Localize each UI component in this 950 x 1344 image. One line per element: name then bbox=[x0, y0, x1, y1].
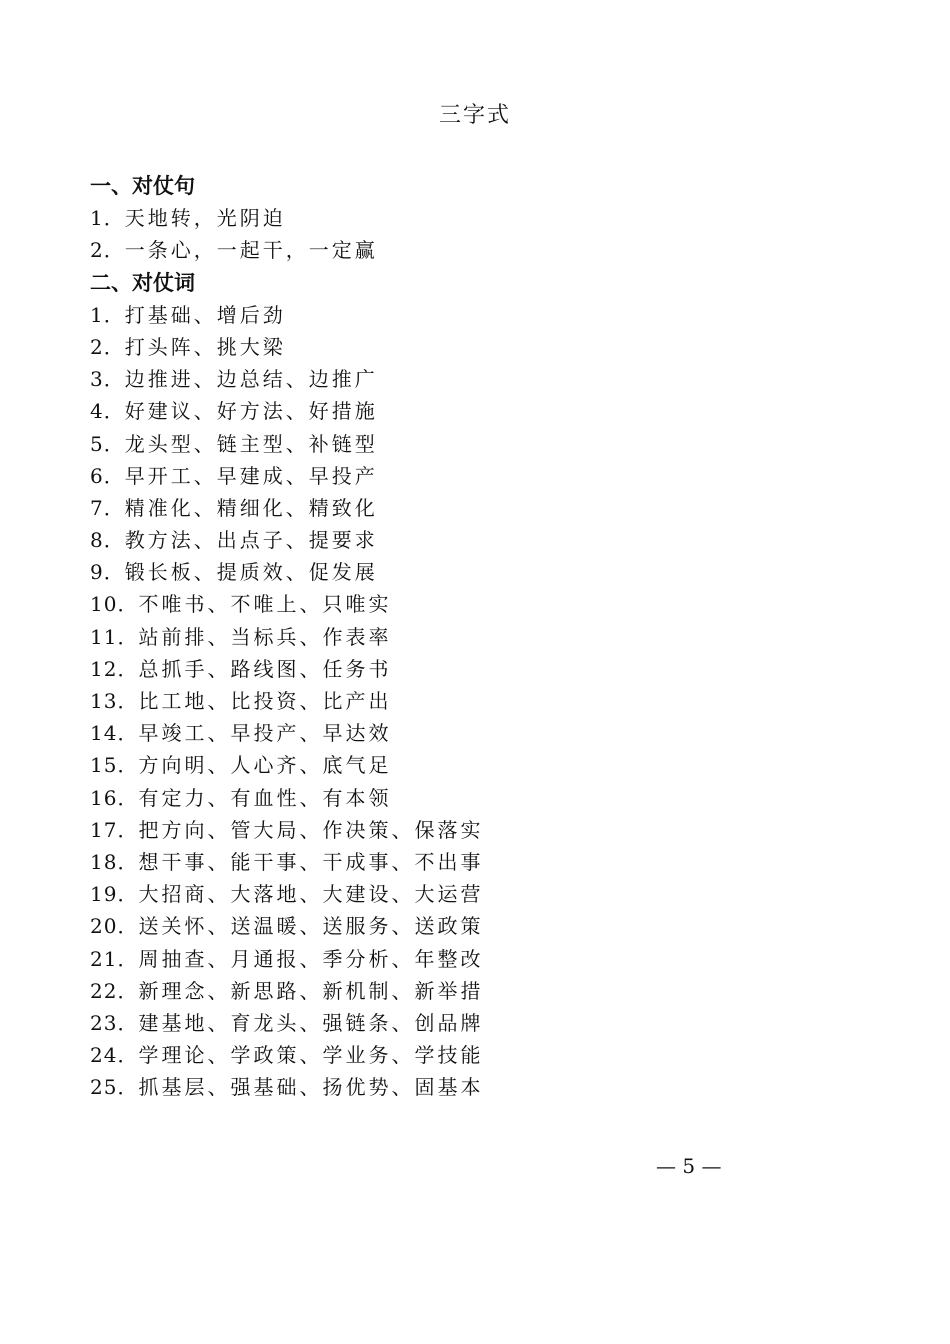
list-item bbox=[90, 1007, 850, 1039]
item-text: 新理念、新思路、新机制、新举措 bbox=[138, 978, 484, 1003]
list-item bbox=[90, 556, 850, 588]
list-item bbox=[90, 460, 850, 492]
list-item bbox=[90, 395, 850, 427]
item-text: 一条心，一起干，一定赢 bbox=[124, 238, 378, 263]
list-item bbox=[90, 782, 850, 814]
list-item bbox=[90, 524, 850, 556]
item-number: 4． bbox=[90, 399, 125, 424]
list-item bbox=[90, 846, 850, 878]
item-number: 1． bbox=[90, 302, 125, 327]
item-number: 14． bbox=[90, 721, 139, 746]
item-text: 站前排、当标兵、作表率 bbox=[138, 624, 392, 649]
item-text: 早开工、早建成、早投产 bbox=[124, 463, 378, 488]
item-number: 3． bbox=[90, 367, 125, 392]
list-item bbox=[90, 717, 850, 749]
item-number: 13． bbox=[90, 689, 139, 713]
item-number: 24． bbox=[90, 1043, 139, 1068]
list-item bbox=[90, 975, 850, 1007]
list-item bbox=[90, 588, 850, 620]
list-item bbox=[90, 331, 850, 363]
item-text: 方向明、人心齐、底气足 bbox=[138, 753, 392, 778]
list-item bbox=[90, 653, 850, 685]
list-item bbox=[90, 910, 850, 942]
item-number: 11． bbox=[90, 624, 139, 649]
page-number: — 5 — bbox=[656, 1154, 722, 1178]
page-title: 三字式 bbox=[438, 103, 511, 128]
item-number: 8． bbox=[90, 528, 125, 553]
item-number: 17． bbox=[90, 817, 139, 842]
list-item bbox=[90, 1039, 850, 1071]
item-number: 12． bbox=[90, 656, 139, 681]
list-item bbox=[90, 749, 850, 781]
item-number: 21． bbox=[90, 946, 139, 971]
item-text: 不唯书、不唯上、只唯实 bbox=[138, 592, 392, 617]
document-body bbox=[90, 170, 850, 1103]
item-number: 19． bbox=[90, 882, 139, 907]
section-heading: 一、对仗句 bbox=[90, 174, 195, 198]
list-item bbox=[90, 878, 850, 910]
item-number: 20． bbox=[90, 914, 139, 939]
item-text: 好建议、好方法、好措施 bbox=[124, 399, 378, 424]
item-number: 6． bbox=[90, 463, 125, 488]
item-text: 学理论、学政策、学业务、学技能 bbox=[138, 1043, 484, 1068]
item-text: 有定力、有血性、有本领 bbox=[138, 785, 392, 810]
list-item bbox=[90, 492, 850, 524]
list-item bbox=[90, 299, 850, 331]
list-item bbox=[90, 943, 850, 975]
item-text: 锻长板、提质效、促发展 bbox=[124, 560, 378, 585]
item-text: 建基地、育龙头、强链条、创品牌 bbox=[138, 1010, 484, 1035]
list-item bbox=[90, 234, 850, 266]
item-number: 18． bbox=[90, 849, 139, 874]
item-number: 2． bbox=[90, 238, 125, 263]
item-text: 抓基层、强基础、扬优势、固基本 bbox=[138, 1075, 484, 1100]
item-number: 10． bbox=[90, 592, 139, 617]
item-number: 25． bbox=[90, 1075, 139, 1100]
list-item bbox=[90, 1071, 850, 1103]
section-heading: 二、对仗词 bbox=[90, 270, 195, 295]
item-text: 边推进、边总结、边推广 bbox=[124, 367, 378, 392]
item-text: 打头阵、挑大梁 bbox=[124, 334, 286, 359]
item-number: 5． bbox=[90, 431, 125, 456]
item-text: 天地转，光阴迫 bbox=[124, 206, 286, 231]
item-number: 1． bbox=[90, 206, 125, 231]
item-number: 2． bbox=[90, 334, 125, 359]
item-number: 23． bbox=[90, 1010, 139, 1035]
item-text: 周抽查、月通报、季分析、年整改 bbox=[138, 946, 484, 971]
item-text: 精准化、精细化、精致化 bbox=[124, 495, 378, 520]
list-item bbox=[90, 685, 850, 717]
list-item bbox=[90, 202, 850, 234]
item-number: 9． bbox=[90, 560, 125, 585]
item-text: 总抓手、路线图、任务书 bbox=[138, 656, 392, 681]
item-number: 7． bbox=[90, 495, 125, 520]
item-text: 送关怀、送温暖、送服务、送政策 bbox=[138, 914, 484, 939]
item-text: 教方法、出点子、提要求 bbox=[124, 528, 378, 553]
item-number: 22． bbox=[90, 978, 139, 1003]
item-text: 把方向、管大局、作决策、保落实 bbox=[138, 817, 484, 842]
list-item bbox=[90, 428, 850, 460]
item-text: 早竣工、早投产、早达效 bbox=[138, 721, 392, 746]
item-text: 龙头型、链主型、补链型 bbox=[124, 431, 378, 456]
list-item bbox=[90, 621, 850, 653]
item-text: 想干事、能干事、干成事、不出事 bbox=[138, 849, 484, 874]
item-number: 16． bbox=[90, 785, 139, 810]
item-number: 15． bbox=[90, 753, 139, 778]
item-text: 大招商、大落地、大建设、大运营 bbox=[138, 882, 484, 907]
list-item bbox=[90, 814, 850, 846]
item-text: 比工地、比投资、比产出 bbox=[138, 689, 392, 713]
item-text: 打基础、增后劲 bbox=[124, 302, 286, 327]
list-item bbox=[90, 363, 850, 395]
